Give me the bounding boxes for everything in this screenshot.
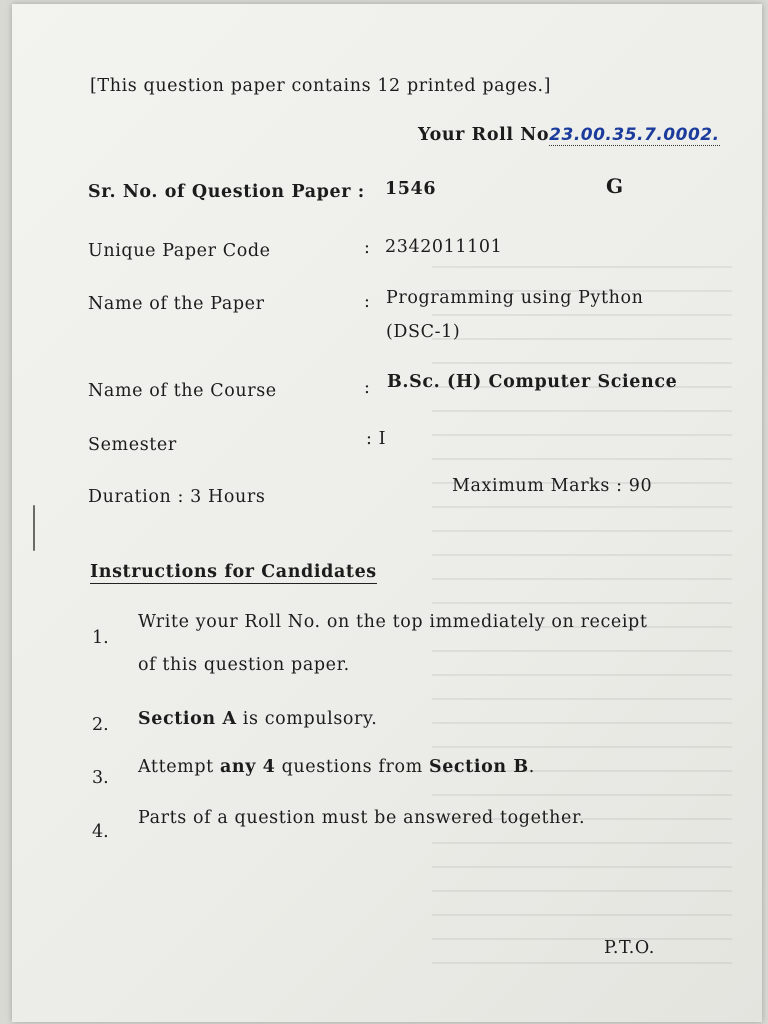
course-name-label: Name of the Course [88,381,277,401]
semester-label: Semester [88,435,177,455]
set-code: G [606,174,624,198]
instruction-4: Parts of a question must be answered together. [138,808,586,828]
sr-no-label: Sr. No. of Question Paper : [88,182,365,202]
instruction-number: 4. [92,822,109,842]
instruction-3: Attempt any 4 questions from Section B. [138,757,535,777]
show-through-text [432,244,732,964]
paper-name-value-line2: (DSC-1) [386,322,461,342]
instruction-1-line1: Write your Roll No. on the top immediately on receipt [138,612,648,632]
semester-value: : I [366,429,387,449]
colon: : [364,378,371,398]
page-count-note: [This question paper contains 12 printed pages.] [90,76,552,96]
staple-mark [33,505,35,551]
duration: Duration : 3 Hours [88,487,266,507]
instruction-number: 3. [92,768,109,788]
colon: : [364,292,371,312]
roll-label: Your Roll No [418,125,550,145]
unique-paper-code-value: 2342011101 [385,237,503,257]
roll-number-handwritten: 23.00.35.7.0002. [549,125,720,145]
sr-no-value: 1546 [385,179,437,199]
pto-marker: P.T.O. [604,938,655,958]
paper-name-value: Programming using Python [386,288,644,308]
instruction-2: Section A is compulsory. [138,709,378,729]
question-paper-page [12,4,762,1022]
instructions-heading: Instructions for Candidates [90,562,377,582]
colon: : [364,238,371,258]
unique-paper-code-label: Unique Paper Code [88,241,271,261]
roll-number-field [418,125,720,146]
instruction-1-line2: of this question paper. [138,655,350,675]
instruction-number: 1. [92,628,109,648]
paper-name-label: Name of the Paper [88,294,265,314]
course-name-value: B.Sc. (H) Computer Science [387,372,678,392]
maximum-marks: Maximum Marks : 90 [452,476,653,496]
instruction-number: 2. [92,715,109,735]
